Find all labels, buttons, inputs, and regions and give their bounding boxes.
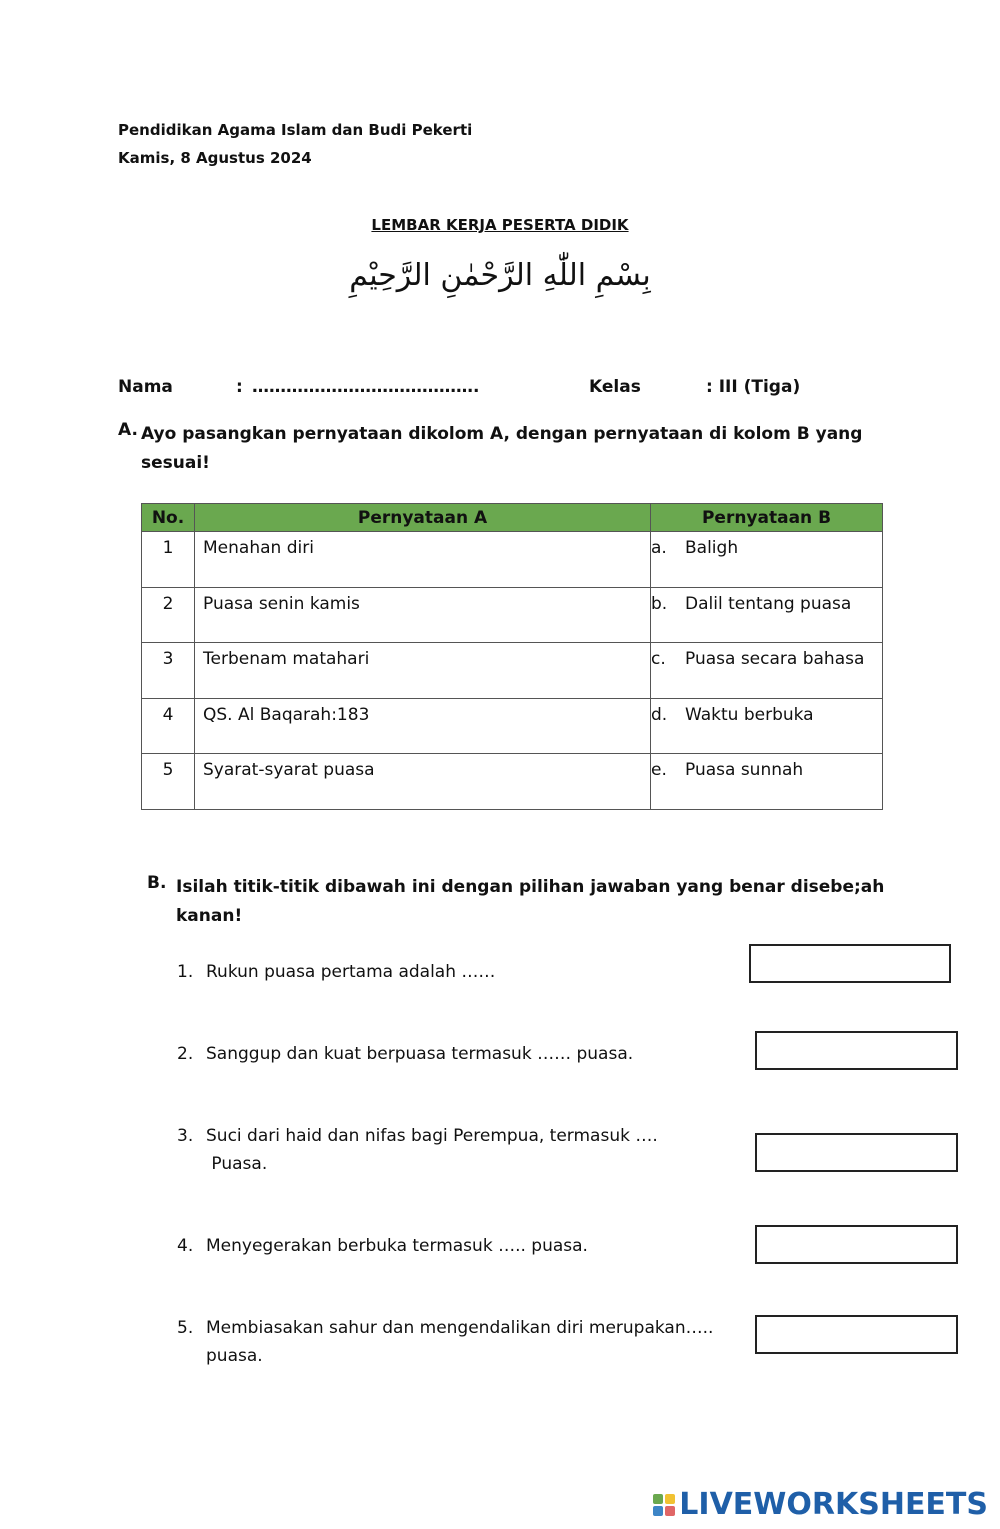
liveworksheets-logo-icon (653, 1494, 675, 1516)
kelas-label: Kelas (589, 377, 641, 397)
row-number: 3 (142, 643, 195, 699)
row-number: 2 (142, 587, 195, 643)
answer-box-3[interactable] (755, 1133, 958, 1172)
kelas-value: : III (Tiga) (706, 377, 801, 397)
question-text: Membiasakan sahur dan mengendalikan diri merupakan….. (206, 1318, 714, 1338)
table-row (142, 587, 883, 643)
subject-heading: Pendidikan Agama Islam dan Budi Pekerti (118, 121, 473, 139)
table-row (142, 754, 883, 810)
statement-b-cell (651, 643, 883, 699)
statement-b-letter: c. (651, 649, 666, 669)
statement-b: Dalil tentang puasa (685, 593, 852, 614)
question-number: 2. (177, 1044, 194, 1064)
statement-b: Baligh (685, 538, 739, 558)
question-text: Rukun puasa pertama adalah …… (206, 962, 496, 982)
section-b-instruction: Isilah titik-titik dibawah ini dengan pilihan jawaban yang benar disebe;ah kanan! (176, 877, 885, 926)
question-text: Suci dari haid dan nifas bagi Perempua, termasuk …. (206, 1126, 658, 1146)
column-header-no: No. (142, 504, 195, 532)
table-row (142, 698, 883, 754)
question-item (177, 1122, 658, 1178)
statement-a: Syarat-syarat puasa (195, 754, 651, 810)
row-number: 1 (142, 532, 195, 588)
statement-a: QS. Al Baqarah:183 (195, 698, 651, 754)
row-number: 5 (142, 754, 195, 810)
answer-box-5[interactable] (755, 1315, 958, 1354)
statement-b-cell (651, 532, 883, 588)
column-header-a: Pernyataan A (195, 504, 651, 532)
statement-b: Waktu berbuka (685, 704, 814, 725)
statement-a: Terbenam matahari (195, 643, 651, 699)
question-number: 3. (177, 1126, 194, 1146)
question-text-continued: puasa. (206, 1346, 263, 1366)
statement-b-cell (651, 587, 883, 643)
statement-b: Puasa secara bahasa (685, 649, 865, 669)
row-number: 4 (142, 698, 195, 754)
statement-b-letter: e. (651, 760, 667, 780)
nama-colon: : (236, 377, 243, 397)
liveworksheets-logo (653, 1487, 988, 1522)
question-number: 1. (177, 962, 194, 982)
statement-b: Puasa sunnah (685, 760, 804, 780)
section-a-instruction: Ayo pasangkan pernyataan dikolom A, dengan pernyataan di kolom B yang sesuai! (141, 424, 863, 473)
question-number: 5. (177, 1318, 194, 1338)
question-item (177, 958, 495, 986)
answer-box-4[interactable] (755, 1225, 958, 1264)
statement-b-letter: b. (651, 593, 668, 614)
section-b-letter: B. (147, 873, 167, 893)
nama-label: Nama (118, 377, 173, 397)
statement-a: Puasa senin kamis (195, 587, 651, 643)
statement-b-letter: d. (651, 704, 668, 725)
answer-box-1[interactable] (749, 944, 951, 983)
table-row (142, 643, 883, 699)
matching-table (141, 503, 883, 810)
statement-b-letter: a. (651, 538, 667, 558)
table-header-row (142, 504, 883, 532)
section-a-letter: A. (118, 420, 138, 440)
statement-a: Menahan diri (195, 532, 651, 588)
question-text: Menyegerakan berbuka termasuk ….. puasa. (206, 1236, 588, 1256)
question-item (177, 1232, 588, 1260)
page-title: LEMBAR KERJA PESERTA DIDIK (371, 216, 629, 234)
table-row (142, 532, 883, 588)
question-item (177, 1040, 633, 1068)
answer-box-2[interactable] (755, 1031, 958, 1070)
statement-b-cell (651, 698, 883, 754)
question-number: 4. (177, 1236, 194, 1256)
date-heading: Kamis, 8 Agustus 2024 (118, 149, 312, 167)
column-header-b: Pernyataan B (651, 504, 883, 532)
question-item (177, 1314, 713, 1370)
question-text: Sanggup dan kuat berpuasa termasuk …… puasa. (206, 1044, 634, 1064)
logo-text: LIVEWORKSHEETS (679, 1487, 988, 1522)
question-text-continued: Puasa. (206, 1154, 268, 1174)
statement-b-cell (651, 754, 883, 810)
basmalah-calligraphy: بِسْمِ اللّٰهِ الرَّحْمٰنِ الرَّحِيْمِ (349, 258, 651, 293)
nama-field[interactable]: …………………………………. (252, 377, 480, 397)
